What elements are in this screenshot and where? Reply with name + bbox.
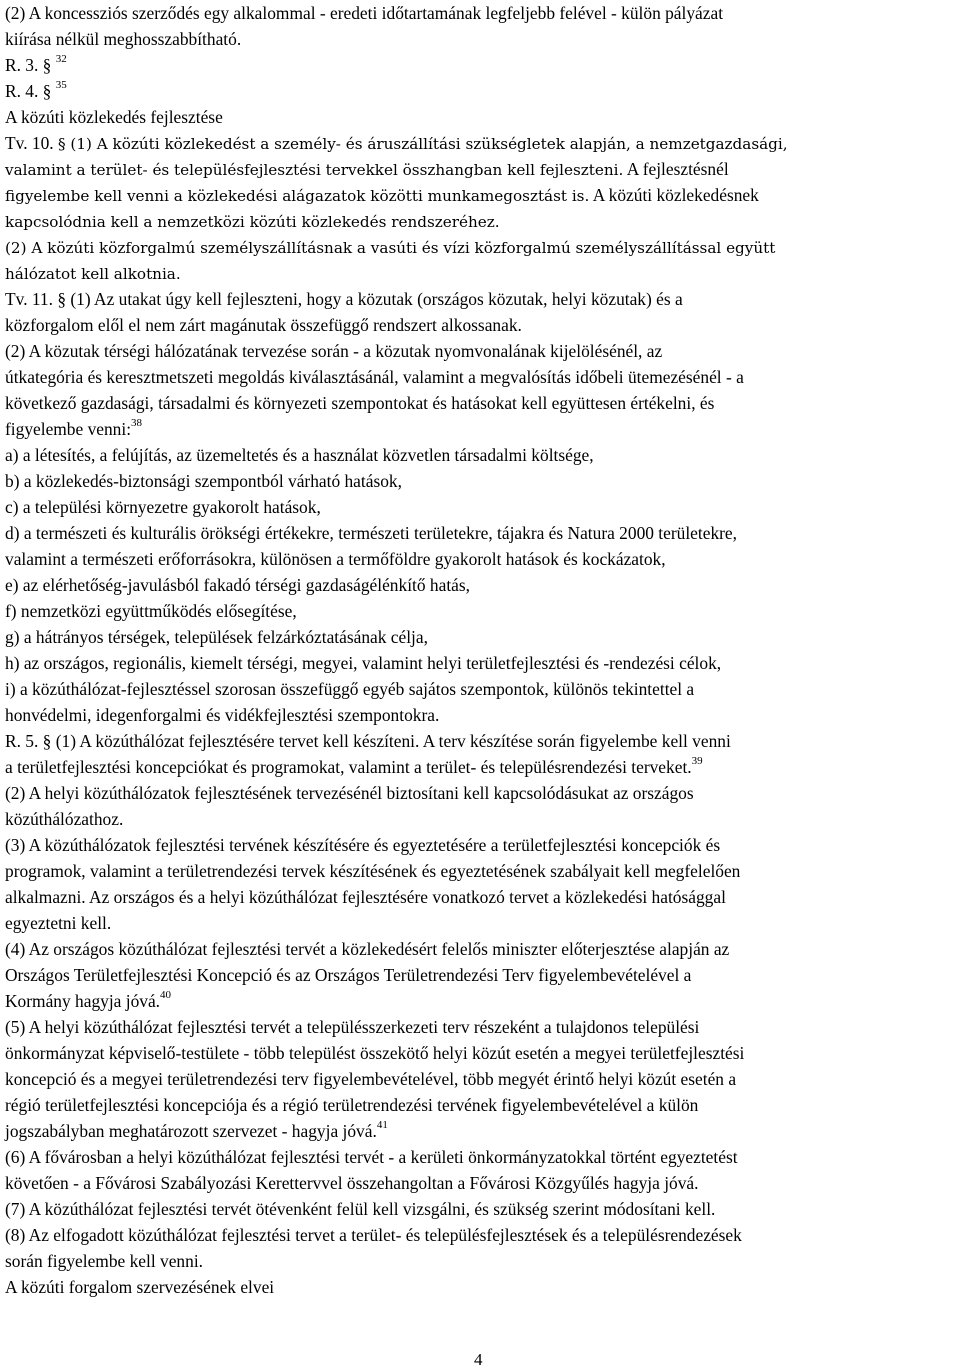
text-segment: régió területfejlesztési koncepciója és a régió területrendezési tervének figyelembevételével a külön [5,1095,699,1115]
text-segment: önkormányzat képviselő-testülete - több települést összekötő helyi közút esetén a megyei területfejlesztési [5,1043,745,1063]
text-line [5,26,957,52]
text-segment: § (1) A közúti közlekedést a személy- és áruszállítási szükségletek alapján, a nemzetgazdasági, [57,135,788,153]
text-segment: során figyelembe kell venni. [5,1251,203,1271]
text-segment: koncepció és a megyei területrendezési terv figyelembevételével, több megyét érintő helyi közút esetén a [5,1069,737,1089]
footnote-reference: 35 [55,79,67,92]
text-segment: (7) A közúthálózat fejlesztési tervét ötévenként felül kell vizsgálni, és szükség szerint módosítani kell. [5,1199,716,1219]
text-line [5,1040,957,1066]
text-line [5,962,957,988]
text-segment: (4) Az országos közúthálózat fejlesztési tervét a közlekedésért felelős miniszter előterjesztése alapján az [5,939,730,959]
text-line [5,1066,957,1092]
text-segment: figyelembe venni: [5,419,132,439]
text-line [5,1248,957,1274]
text-segment: honvédelmi, idegenforgalmi és vidékfejlesztési szempontokra. [5,705,440,725]
text-line [5,416,957,442]
text-segment: egyeztetni kell. [5,913,112,933]
text-line [5,182,957,208]
text-segment: (8) Az elfogadott közúthálózat fejlesztési tervet a terület- és településfejlesztések és a településrendezések [5,1225,742,1245]
document-text-body [5,0,957,1300]
text-segment: következő gazdasági, társadalmi és környezeti szempontokat és hatásokat kell együttesen értékelni, és [5,393,715,413]
text-line [5,780,957,806]
text-line [5,442,957,468]
text-segment: b) a közlekedés-biztonsági szempontból várható hatások, [5,471,402,491]
text-segment: közúthálózathoz. [5,809,124,829]
text-segment: közforgalom elől el nem zárt magánutak összefüggő rendszert alkossanak. [5,315,522,335]
text-segment: (2) A közutak térségi hálózatának tervezése során - a közutak nyomvonalának kijelölésénél, az [5,341,663,361]
text-segment: Országos Területfejlesztési Koncepció és az Országos Területrendezési Terv figyelembevételével a [5,965,692,985]
text-line [5,1014,957,1040]
text-segment: jogszabályban meghatározott szervezet - hagyja jóvá. [5,1121,377,1141]
text-line [5,0,957,26]
text-line [5,650,957,676]
text-segment: R. 3. § [5,55,56,75]
text-line [5,806,957,832]
text-segment: i) a közúthálózat-fejlesztéssel szorosan összefüggő egyéb sajátos szempontok, különös tekintettel a [5,679,695,699]
text-line [5,260,957,286]
footnote-reference: 38 [131,417,143,430]
text-segment: valamint a természeti erőforrásokra, különösen a termőföldre gyakorolt hatások és kockázatok, [5,549,666,569]
text-segment: követően - a Fővárosi Szabályozási Kerettervvel összehangoltan a Fővárosi Közgyűlés hagyja jóvá. [5,1173,699,1193]
text-line [5,130,957,156]
text-line [5,702,957,728]
text-segment: c) a települési környezetre gyakorolt hatások, [5,497,321,517]
text-line [5,364,957,390]
text-segment: alkalmazni. Az országos és a helyi közúthálózat fejlesztésére vonatkozó tervet a közlekedési hatósággal [5,887,726,907]
text-segment: d) a természeti és kulturális örökségi értékekre, természeti területekre, tájakra és Natura 2000 területekre, [5,523,738,543]
text-segment: (6) A fővárosban a helyi közúthálózat fejlesztési tervét - a kerületi önkormányzatokkal történt egyeztetést [5,1147,738,1167]
text-segment: Tv. 11. § (1) Az utakat úgy kell fejleszteni, hogy a közutak (országos közutak, helyi közutak) és a [5,289,683,309]
text-line [5,936,957,962]
text-segment: (2) A helyi közúthálózatok fejlesztésének tervezésénél biztosítani kell kapcsolódásukat az országos [5,783,694,803]
footnote-reference: 41 [376,1119,388,1132]
text-line [5,884,957,910]
text-line [5,156,957,182]
text-segment: A közúti közlekedés fejlesztése [5,107,223,127]
text-segment: Kormány hagyja jóvá. [5,991,161,1011]
text-line [5,208,957,234]
text-line [5,286,957,312]
text-segment: (5) A helyi közúthálózat fejlesztési tervét a településszerkezeti terv részeként a tulajdonos települési [5,1017,700,1037]
text-line [5,988,957,1014]
page-number: 4 [474,1350,483,1369]
text-line [5,1118,957,1144]
text-line [5,338,957,364]
text-segment: f) nemzetközi együttműködés elősegítése, [5,601,297,621]
text-line [5,1170,957,1196]
footnote-reference: 39 [691,755,703,768]
text-line [5,1222,957,1248]
text-line [5,728,957,754]
text-line [5,624,957,650]
text-segment: A közúti közlekedésnek [589,185,759,205]
text-line [5,832,957,858]
text-line [5,910,957,936]
text-segment: e) az elérhetőség-javulásból fakadó térségi gazdaságélénkítő hatás, [5,575,470,595]
document-page [5,0,957,1300]
text-line [5,1144,957,1170]
text-segment: A közúti forgalom szervezésének elvei [5,1277,275,1297]
text-segment: kiírása nélkül meghosszabbítható. [5,29,242,49]
text-segment: valamint a terület- és településfejlesztési tervekkel összhangban kell fejleszteni. [5,161,624,179]
text-line [5,468,957,494]
footnote-reference: 32 [55,53,67,66]
text-line [5,858,957,884]
text-line [5,1274,957,1300]
text-segment: kapcsolódnia kell a nemzetközi közúti közlekedés rendszeréhez. [5,213,500,231]
text-segment: a területfejlesztési koncepciókat és programokat, valamint a terület- és településrendezési terveket. [5,757,692,777]
text-segment: R. 5. § (1) A közúthálózat fejlesztésére tervet kell készíteni. A terv készítése során figyelembe kell venni [5,731,731,751]
text-segment: figyelembe kell venni a közlekedési alágazatok közötti munkamegosztást is. [5,187,590,205]
text-segment: g) a hátrányos térségek, települések felzárkóztatásának célja, [5,627,428,647]
text-segment: (3) A közúthálózatok fejlesztési tervének készítésére és egyeztetésére a területfejlesztési koncepciók és [5,835,721,855]
text-line [5,390,957,416]
text-segment: a) a létesítés, a felújítás, az üzemeltetés és a használat közvetlen társadalmi költsége, [5,445,594,465]
text-line [5,494,957,520]
text-line [5,312,957,338]
text-line [5,1196,957,1222]
text-line [5,598,957,624]
text-segment: R. 4. § [5,81,56,101]
text-line [5,754,957,780]
text-line [5,104,957,130]
text-line [5,572,957,598]
text-segment: útkategória és keresztmetszeti megoldás kiválasztásánál, valamint a megvalósítás időbeli ütemezésénél - a [5,367,744,387]
text-line [5,78,957,104]
text-segment: h) az országos, regionális, kiemelt térségi, megyei, valamint helyi területfejlesztési és -rendezési célok, [5,653,722,673]
text-segment: A fejlesztésnél [623,159,729,179]
text-line [5,1092,957,1118]
text-segment: (2) A közúti közforgalmú személyszállításnak a vasúti és vízi közforgalmú személyszállítással együtt [5,239,776,257]
text-line [5,52,957,78]
footnote-reference: 40 [160,989,172,1002]
text-segment: Tv. 10. [5,133,58,153]
text-segment: (2) A koncessziós szerződés egy alkalommal - eredeti időtartamának legfeljebb felével - külön pályázat [5,3,724,23]
text-line [5,676,957,702]
text-line [5,546,957,572]
text-line [5,520,957,546]
text-segment: hálózatot kell alkotnia. [5,265,181,283]
text-line [5,234,957,260]
text-segment: programok, valamint a területrendezési tervek készítésének és egyeztetésének szabályait kell megfelelően [5,861,741,881]
